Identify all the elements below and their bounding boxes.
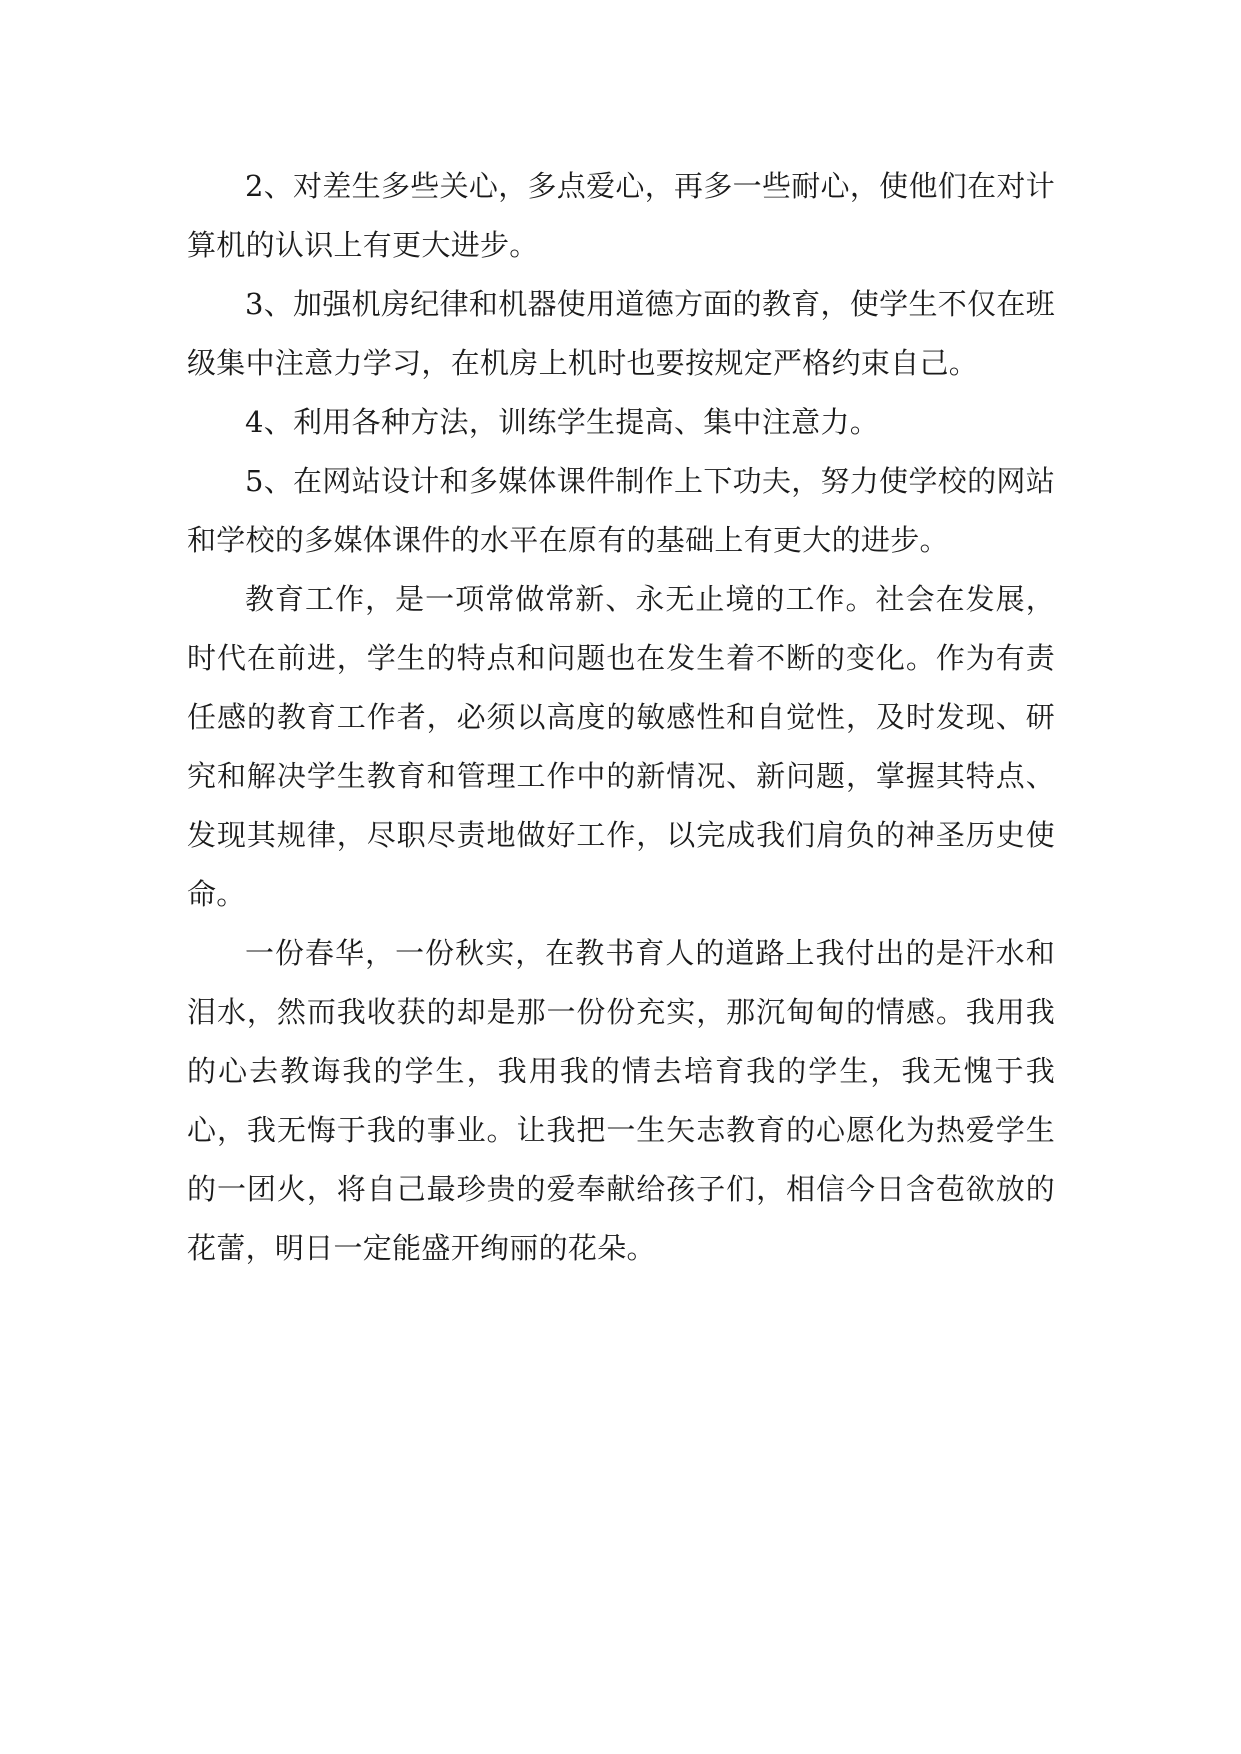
- paragraph-closing: 一份春华，一份秋实，在教书育人的道路上我付出的是汗水和泪水，然而我收获的却是那一份份充实，那沉甸甸的情感。我用我的心去教诲我的学生，我用我的情去培育我的学生，我无愧于我心，我无悔于我的事业。让我把一生矢志教育的心愿化为热爱学生的一团火，将自己最珍贵的爱奉献给孩子们，相信今日含苞欲放的花蕾，明日一定能盛开绚丽的花朵。: [187, 936, 1055, 1265]
- paragraph-item-3: 3、加强机房纪律和机器使用道德方面的教育，使学生不仅在班级集中注意力学习，在机房上机时也要按规定严格约束自己。: [187, 287, 1055, 380]
- document-body: [187, 157, 1055, 1278]
- paragraph-item-2: 2、对差生多些关心，多点爱心，再多一些耐心，使他们在对计算机的认识上有更大进步。: [187, 169, 1055, 262]
- paragraph-education-work: 教育工作，是一项常做常新、永无止境的工作。社会在发展，时代在前进，学生的特点和问题也在发生着不断的变化。作为有责任感的教育工作者，必须以高度的敏感性和自觉性，及时发现、研究和解决学生教育和管理工作中的新情况、新问题，掌握其特点、发现其规律，尽职尽责地做好工作，以完成我们肩负的神圣历史使命。: [187, 582, 1055, 911]
- paragraph-item-5: 5、在网站设计和多媒体课件制作上下功夫，努力使学校的网站和学校的多媒体课件的水平在原有的基础上有更大的进步。: [187, 464, 1055, 557]
- paragraph-item-4: 4、利用各种方法，训练学生提高、集中注意力。: [245, 405, 880, 439]
